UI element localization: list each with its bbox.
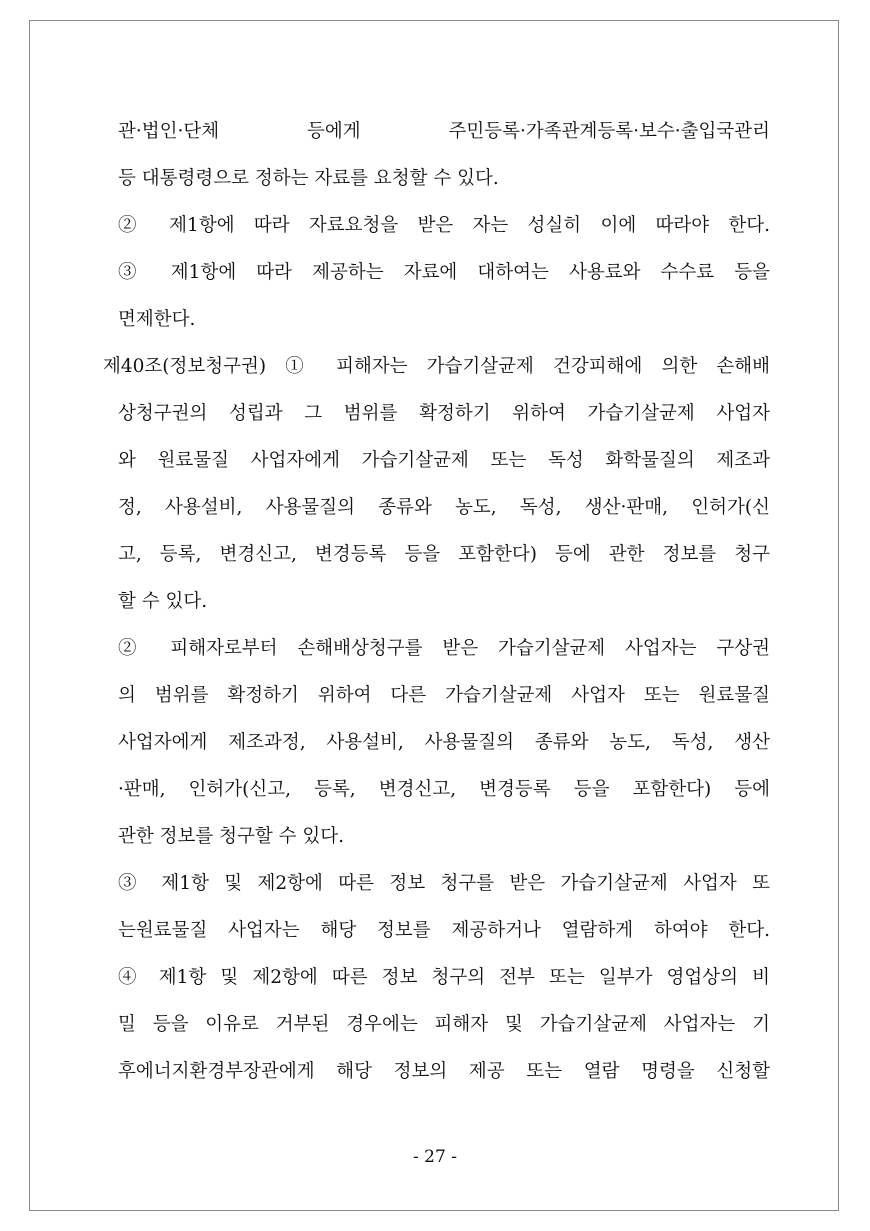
text-line: 의 범위를 확정하기 위하여 다른 가습기살균제 사업자 또는 원료물질	[118, 685, 770, 706]
text-line: ·판매, 인허가(신고, 등록, 변경신고, 변경등록 등을 포함한다) 등에	[118, 779, 770, 800]
text-line: 고, 등록, 변경신고, 변경등록 등을 포함한다) 등에 관한 정보를 청구	[118, 544, 770, 565]
text-line: 후에너지환경부장관에게 해당 정보의 제공 또는 열람 명령을 신청할	[118, 1061, 770, 1082]
text-line: 는원료물질 사업자는 해당 정보를 제공하거나 열람하게 하여야 한다.	[118, 920, 770, 941]
article-heading-line: 제40조(정보청구권) ① 피해자는 가습기살균제 건강피해에 의한 손해배	[103, 356, 770, 377]
text-line: 관한 정보를 청구할 수 있다.	[118, 826, 344, 847]
text-line: 밀 등을 이유로 거부된 경우에는 피해자 및 가습기살균제 사업자는 기	[118, 1014, 770, 1035]
text-line: 정, 사용설비, 사용물질의 종류와 농도, 독성, 생산·판매, 인허가(신	[118, 497, 770, 518]
text-line: 면제한다.	[118, 309, 196, 330]
text-line: ④ 제1항 및 제2항에 따른 정보 청구의 전부 또는 일부가 영업상의 비	[118, 967, 770, 988]
text-line: ② 제1항에 따라 자료요청을 받은 자는 성실히 이에 따라야 한다.	[118, 215, 770, 236]
text-line: 와 원료물질 사업자에게 가습기살균제 또는 독성 화학물질의 제조과	[118, 450, 770, 471]
text-line: 상청구권의 성립과 그 범위를 확정하기 위하여 가습기살균제 사업자	[118, 403, 770, 424]
text-line: ② 피해자로부터 손해배상청구를 받은 가습기살균제 사업자는 구상권	[118, 638, 770, 659]
text-line: 등 대통령령으로 정하는 자료를 요청할 수 있다.	[118, 168, 499, 189]
text-line: 관·법인·단체 등에게 주민등록·가족관계등록·보수·출입국관리	[118, 121, 770, 142]
text-line: 사업자에게 제조과정, 사용설비, 사용물질의 종류와 농도, 독성, 생산	[118, 732, 770, 753]
text-line: ③ 제1항 및 제2항에 따른 정보 청구를 받은 가습기살균제 사업자 또	[118, 873, 770, 894]
text-line: ③ 제1항에 따라 제공하는 자료에 대하여는 사용료와 수수료 등을	[118, 262, 770, 283]
page-number: - 27 -	[413, 1147, 457, 1167]
text-line: 할 수 있다.	[118, 591, 208, 612]
